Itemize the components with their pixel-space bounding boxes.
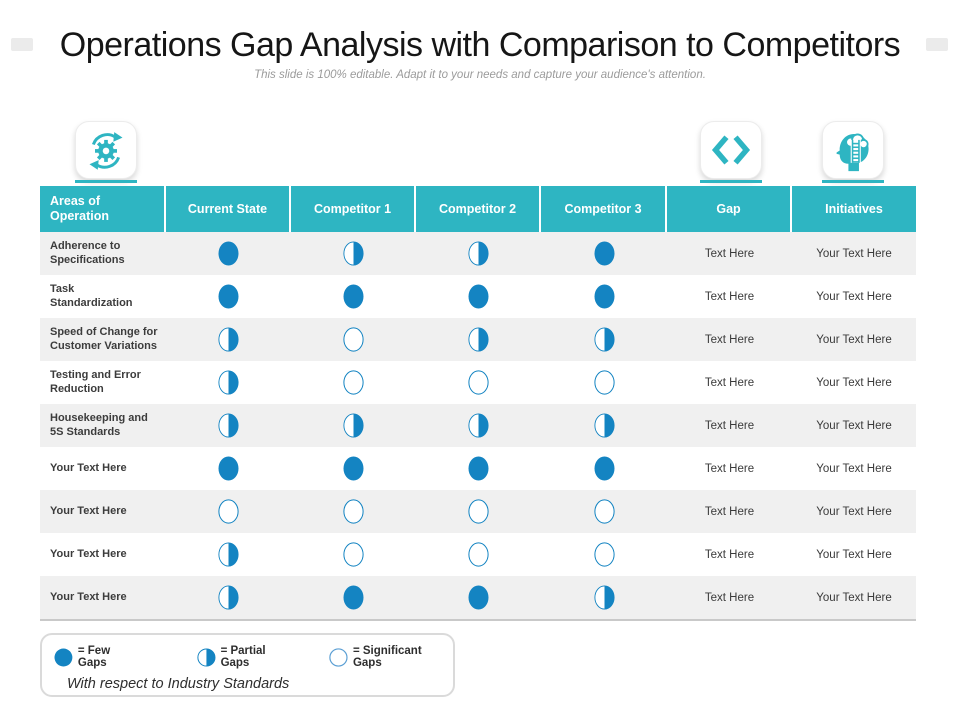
harvey-ball-full (594, 241, 615, 266)
rating-cell (166, 490, 291, 533)
rating-cell (291, 275, 416, 318)
gap-analysis-table (40, 186, 916, 621)
harvey-ball-full (594, 284, 615, 309)
gap-cell: Text Here (704, 591, 755, 604)
harvey-ball-full (343, 585, 364, 610)
rating-cell (416, 576, 541, 619)
rating-cell (541, 404, 667, 447)
gap-cell: Text Here (704, 548, 755, 561)
legend-item-significant-gaps (329, 645, 453, 669)
initiatives-cell: Your Text Here (816, 462, 892, 475)
rating-cell (291, 533, 416, 576)
gap-cell: Text Here (704, 333, 755, 346)
table-row (40, 404, 916, 447)
rating-cell (291, 447, 416, 490)
rating-cell (166, 361, 291, 404)
harvey-ball-empty (343, 499, 364, 524)
rating-cell (416, 490, 541, 533)
legend-few-gaps-label: = Few Gaps (77, 645, 111, 669)
harvey-ball-empty (594, 370, 615, 395)
rating-cell (166, 275, 291, 318)
table-row (40, 275, 916, 318)
harvey-ball-empty-icon (329, 648, 348, 667)
area-label: Your Text Here (50, 547, 127, 560)
area-label: Task Standardization (50, 282, 133, 309)
rating-cell (166, 232, 291, 275)
harvey-ball-half (468, 413, 489, 438)
gap-cell: Text Here (704, 419, 755, 432)
gear-sync-icon (84, 128, 128, 172)
header-competitor-1: Competitor 1 (291, 186, 416, 232)
gap-cell: Text Here (704, 376, 755, 389)
rating-cell (166, 447, 291, 490)
header-areas-of-operation: Areas of Operation (40, 186, 166, 232)
rating-cell (416, 275, 541, 318)
harvey-ball-half (218, 327, 239, 352)
initiatives-cell: Your Text Here (816, 591, 892, 604)
harvey-ball-half (594, 585, 615, 610)
rating-cell (416, 361, 541, 404)
code-icon-underline (700, 180, 762, 183)
gear-icon-underline (75, 180, 137, 183)
legend-item-partial-gaps (197, 645, 297, 669)
header-current-state: Current State (166, 186, 291, 232)
table-row (40, 447, 916, 490)
rating-cell (541, 447, 667, 490)
header-gap: Gap (667, 186, 792, 232)
harvey-ball-empty (218, 499, 239, 524)
harvey-ball-half (594, 413, 615, 438)
harvey-ball-empty (468, 499, 489, 524)
area-label: Your Text Here (50, 590, 127, 603)
harvey-ball-empty (468, 370, 489, 395)
harvey-ball-full-icon (54, 648, 73, 667)
initiatives-cell: Your Text Here (816, 505, 892, 518)
harvey-ball-half (468, 241, 489, 266)
gap-cell: Text Here (704, 462, 755, 475)
rating-cell (166, 533, 291, 576)
table-row (40, 232, 916, 275)
area-label: Speed of Change for Customer Variations (50, 325, 158, 352)
rating-cell (291, 404, 416, 447)
harvey-ball-full (218, 456, 239, 481)
rating-cell (166, 576, 291, 619)
harvey-ball-half-icon (197, 648, 216, 667)
harvey-ball-half (343, 413, 364, 438)
harvey-ball-empty (468, 542, 489, 567)
rating-cell (541, 232, 667, 275)
initiatives-cell: Your Text Here (816, 419, 892, 432)
harvey-ball-full (218, 284, 239, 309)
rating-cell (541, 576, 667, 619)
rating-cell (416, 447, 541, 490)
legend-box (40, 633, 455, 697)
legend-note: With respect to Industry Standards (67, 676, 290, 692)
area-label: Your Text Here (50, 461, 127, 474)
legend-partial-gaps-label: = Partial Gaps (220, 645, 266, 669)
harvey-ball-empty (343, 327, 364, 352)
initiatives-cell: Your Text Here (816, 247, 892, 260)
rating-cell (291, 490, 416, 533)
code-brackets-icon (708, 130, 754, 170)
rating-cell (416, 318, 541, 361)
harvey-ball-full (468, 585, 489, 610)
initiatives-cell: Your Text Here (816, 290, 892, 303)
mind-icon-underline (822, 180, 884, 183)
rating-cell (541, 490, 667, 533)
rating-cell (166, 404, 291, 447)
rating-cell (416, 404, 541, 447)
initiatives-cell: Your Text Here (816, 548, 892, 561)
page-subtitle: This slide is 100% editable. Adapt it to your needs and capture your audience's attention. (254, 69, 706, 81)
harvey-ball-full (594, 456, 615, 481)
code-brackets-icon-card (700, 121, 762, 179)
harvey-ball-empty (594, 499, 615, 524)
header-initiatives: Initiatives (825, 201, 883, 216)
harvey-ball-half (218, 542, 239, 567)
table-row (40, 576, 916, 619)
table-body (40, 232, 916, 619)
gap-cell: Text Here (704, 290, 755, 303)
legend-items-row (42, 635, 453, 669)
area-label: Housekeeping and 5S Standards (50, 411, 148, 438)
header-competitor-2: Competitor 2 (416, 186, 541, 232)
rating-cell (541, 275, 667, 318)
rating-cell (291, 361, 416, 404)
area-label: Adherence to Specifications (50, 239, 125, 266)
gear-sync-icon-card (75, 121, 137, 179)
initiatives-cell: Your Text Here (816, 376, 892, 389)
harvey-ball-half (468, 327, 489, 352)
gap-cell: Text Here (704, 505, 755, 518)
table-row (40, 490, 916, 533)
rating-cell (416, 533, 541, 576)
harvey-ball-full (468, 284, 489, 309)
rating-cell (291, 318, 416, 361)
rating-cell (541, 533, 667, 576)
table-row (40, 533, 916, 576)
legend-significant-gaps-label: = Significant Gaps (352, 645, 422, 669)
table-header-row (40, 186, 916, 232)
legend-item-few-gaps (54, 645, 142, 669)
rating-cell (541, 361, 667, 404)
harvey-ball-full (343, 284, 364, 309)
rating-cell (541, 318, 667, 361)
mind-ladder-icon (831, 127, 875, 173)
header-competitor-3: Competitor 3 (541, 186, 667, 232)
harvey-ball-empty (343, 370, 364, 395)
harvey-ball-full (468, 456, 489, 481)
rating-cell (166, 318, 291, 361)
mind-ladder-icon-card (822, 121, 884, 179)
harvey-ball-full (343, 456, 364, 481)
area-label: Testing and Error Reduction (50, 368, 141, 395)
harvey-ball-half (343, 241, 364, 266)
harvey-ball-half (594, 327, 615, 352)
harvey-ball-half (218, 585, 239, 610)
harvey-ball-half (218, 370, 239, 395)
harvey-ball-empty (343, 542, 364, 567)
harvey-ball-half (218, 413, 239, 438)
area-label: Your Text Here (50, 504, 127, 517)
table-row (40, 361, 916, 404)
initiatives-cell: Your Text Here (816, 333, 892, 346)
page-title: Operations Gap Analysis with Comparison to Competitors (59, 26, 901, 64)
gap-cell: Text Here (704, 247, 755, 260)
harvey-ball-full (218, 241, 239, 266)
rating-cell (291, 576, 416, 619)
rating-cell (416, 232, 541, 275)
harvey-ball-empty (594, 542, 615, 567)
table-row (40, 318, 916, 361)
rating-cell (291, 232, 416, 275)
